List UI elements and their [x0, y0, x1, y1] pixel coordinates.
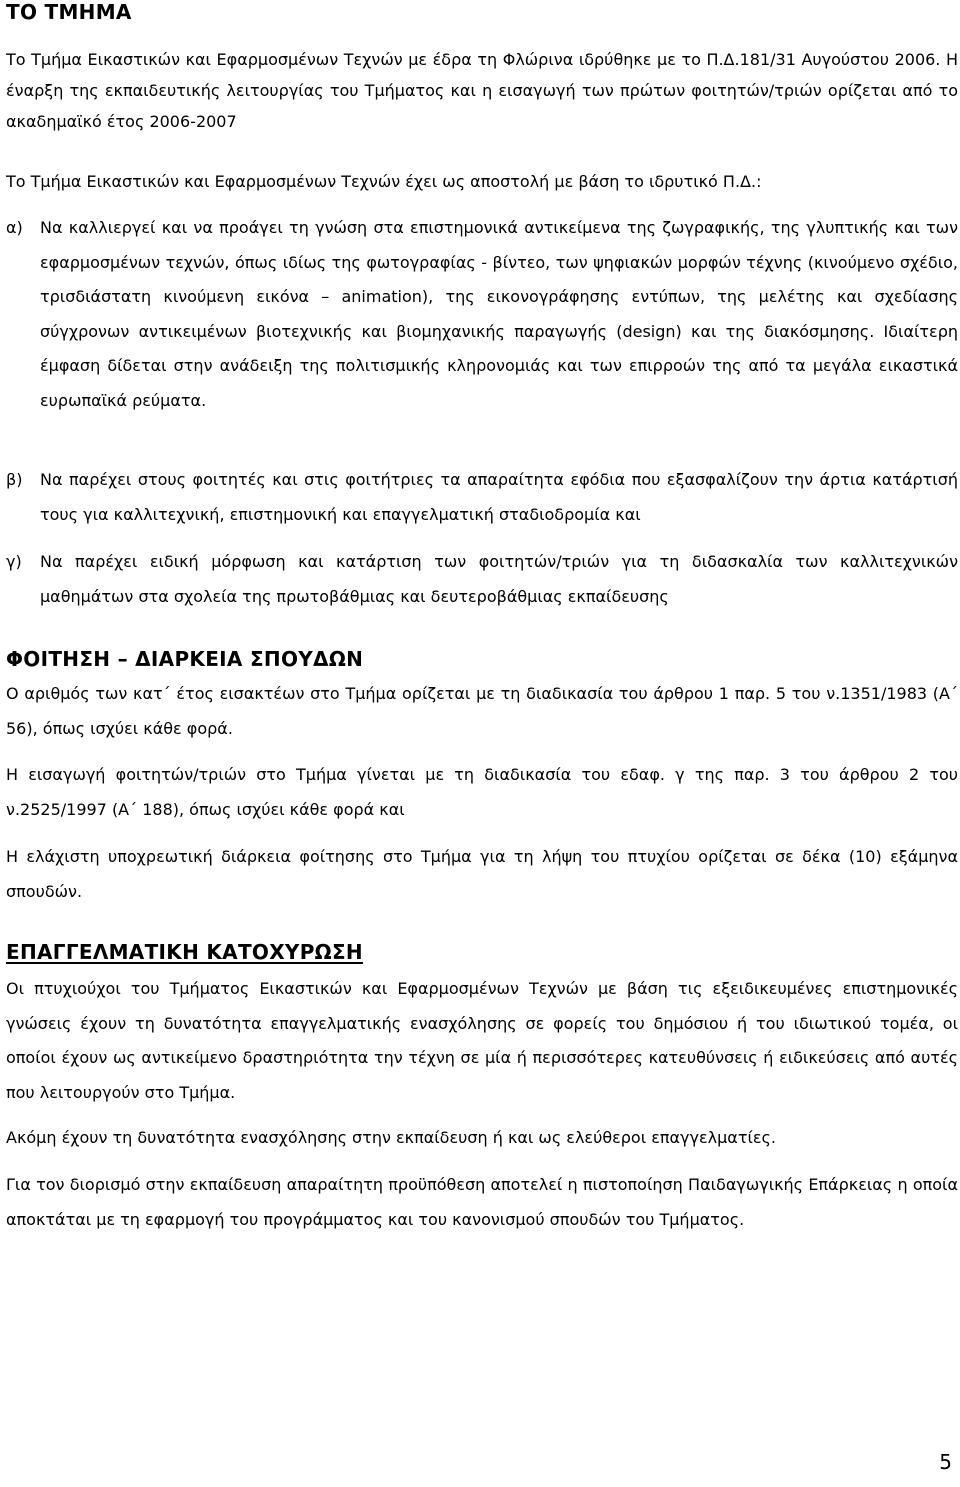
department-intro-paragraph: Το Τμήμα Εικαστικών και Εφαρμοσμένων Τεχνών με έδρα τη Φλώρινα ιδρύθηκε με το Π.Δ.181/31 Αυγούστου 2006. Η έναρξη της εκπαιδευτικής λειτουργίας του Τμήματος και η εισαγωγή των πρώτων φοιτητών/τριών ορίζεται από το ακαδημαϊκό έτος 2006-2007 [6, 50, 958, 131]
mission-item-text: Να παρέχει ειδική μόρφωση και κατάρτιση των φοιτητών/τριών για τη διδασκαλία των καλλιτεχνικών μαθημάτων στα σχολεία της πρωτοβάθμιας και δευτεροβάθμιας εκπαίδευσης [40, 552, 958, 606]
mission-item-marker: α) [6, 218, 23, 237]
section-heading-career: ΕΠΑΓΓΕΛΜΑΤΙΚΗ ΚΑΤΟΧΥΡΩΣΗ [6, 940, 363, 964]
mission-item-marker: γ) [6, 552, 22, 571]
page-number: 5 [939, 1450, 952, 1474]
section-heading-studies: ΦΟΙΤΗΣΗ – ΔΙΑΡΚΕΙΑ ΣΠΟΥΔΩΝ [6, 647, 364, 671]
mission-item-a [6, 211, 958, 418]
studies-paragraph-1: Ο αριθμός των κατ΄ έτος εισακτέων στο Τμήμα ορίζεται με τη διαδικασία του άρθρου 1 παρ. 5 του ν.1351/1983 (Α΄ 56), όπως ισχύει κάθε φορά. [6, 684, 958, 738]
studies-paragraph-3: Η ελάχιστη υποχρεωτική διάρκεια φοίτησης στο Τμήμα για τη λήψη του πτυχίου ορίζεται σε δέκα (10) εξάμηνα σπουδών. [6, 847, 958, 901]
career-paragraph-2: Ακόμη έχουν τη δυνατότητα ενασχόλησης στην εκπαίδευση ή και ως ελεύθεροι επαγγελματίες. [6, 1128, 776, 1147]
mission-item-c [6, 545, 958, 614]
mission-item-text: Να καλλιεργεί και να προάγει τη γνώση στα επιστημονικά αντικείμενα της ζωγραφικής, της γλυπτικής και των εφαρμοσμένων τεχνών, όπως ιδίως της φωτογραφίας - βίντεο, των ψηφιακών μορφών τέχνης (κινούμενο σχέδιο, τρισδιάστατη κινούμενη εικόνα – animation), της εικονογράφησης εντύπων, της μελέτης και σχεδίασης σύγχρονων αντικειμένων βιοτεχνικής και βιομηχανικής παραγωγής (design) και της διακόσμησης. Ιδιαίτερη έμφαση δίδεται στην ανάδειξη της πολιτισμικής κληρονομιάς και των επιρροών της από τα μεγάλα εικαστικά ευρωπαϊκά ρεύματα. [40, 218, 958, 410]
mission-item-text: Να παρέχει στους φοιτητές και στις φοιτήτριες τα απαραίτητα εφόδια που εξασφαλίζουν την άρτια κατάρτισή τους για καλλιτεχνική, επιστημονική και επαγγελματική σταδιοδρομία και [40, 470, 958, 524]
mission-item-b [6, 463, 958, 532]
career-paragraph-1: Οι πτυχιούχοι του Τμήματος Εικαστικών και Εφαρμοσμένων Τεχνών με βάση τις εξειδικευμένες επιστημονικές γνώσεις έχουν τη δυνατότητα επαγγελματικής ενασχόλησης σε φορείς του δημόσιου ή του ιδιωτικού τομέα, οι οποίοι έχουν ως αντικείμενο δραστηριότητα την τέχνη σε μία ή περισσότερες κατευθύνσεις ή ειδικεύσεις από αυτές που λειτουργούν στο Τμήμα. [6, 979, 958, 1102]
mission-item-marker: β) [6, 470, 23, 489]
studies-paragraph-2: Η εισαγωγή φοιτητών/τριών στο Τμήμα γίνεται με τη διαδικασία του εδαφ. γ της παρ. 3 του άρθρου 2 του ν.2525/1997 (Α΄ 188), όπως ισχύει κάθε φορά και [6, 765, 958, 819]
career-paragraph-3: Για τον διορισμό στην εκπαίδευση απαραίτητη προϋπόθεση αποτελεί η πιστοποίηση Παιδαγωγικής Επάρκειας η οποία αποκτάται με τη εφαρμογή του προγράμματος και του κανονισμού σπουδών του Τμήματος. [6, 1175, 958, 1229]
section-heading-department: ΤΟ ΤΜΗΜΑ [6, 0, 132, 24]
department-mission-paragraph: Το Τμήμα Εικαστικών και Εφαρμοσμένων Τεχνών έχει ως αποστολή με βάση το ιδρυτικό Π.Δ.: [6, 172, 762, 191]
